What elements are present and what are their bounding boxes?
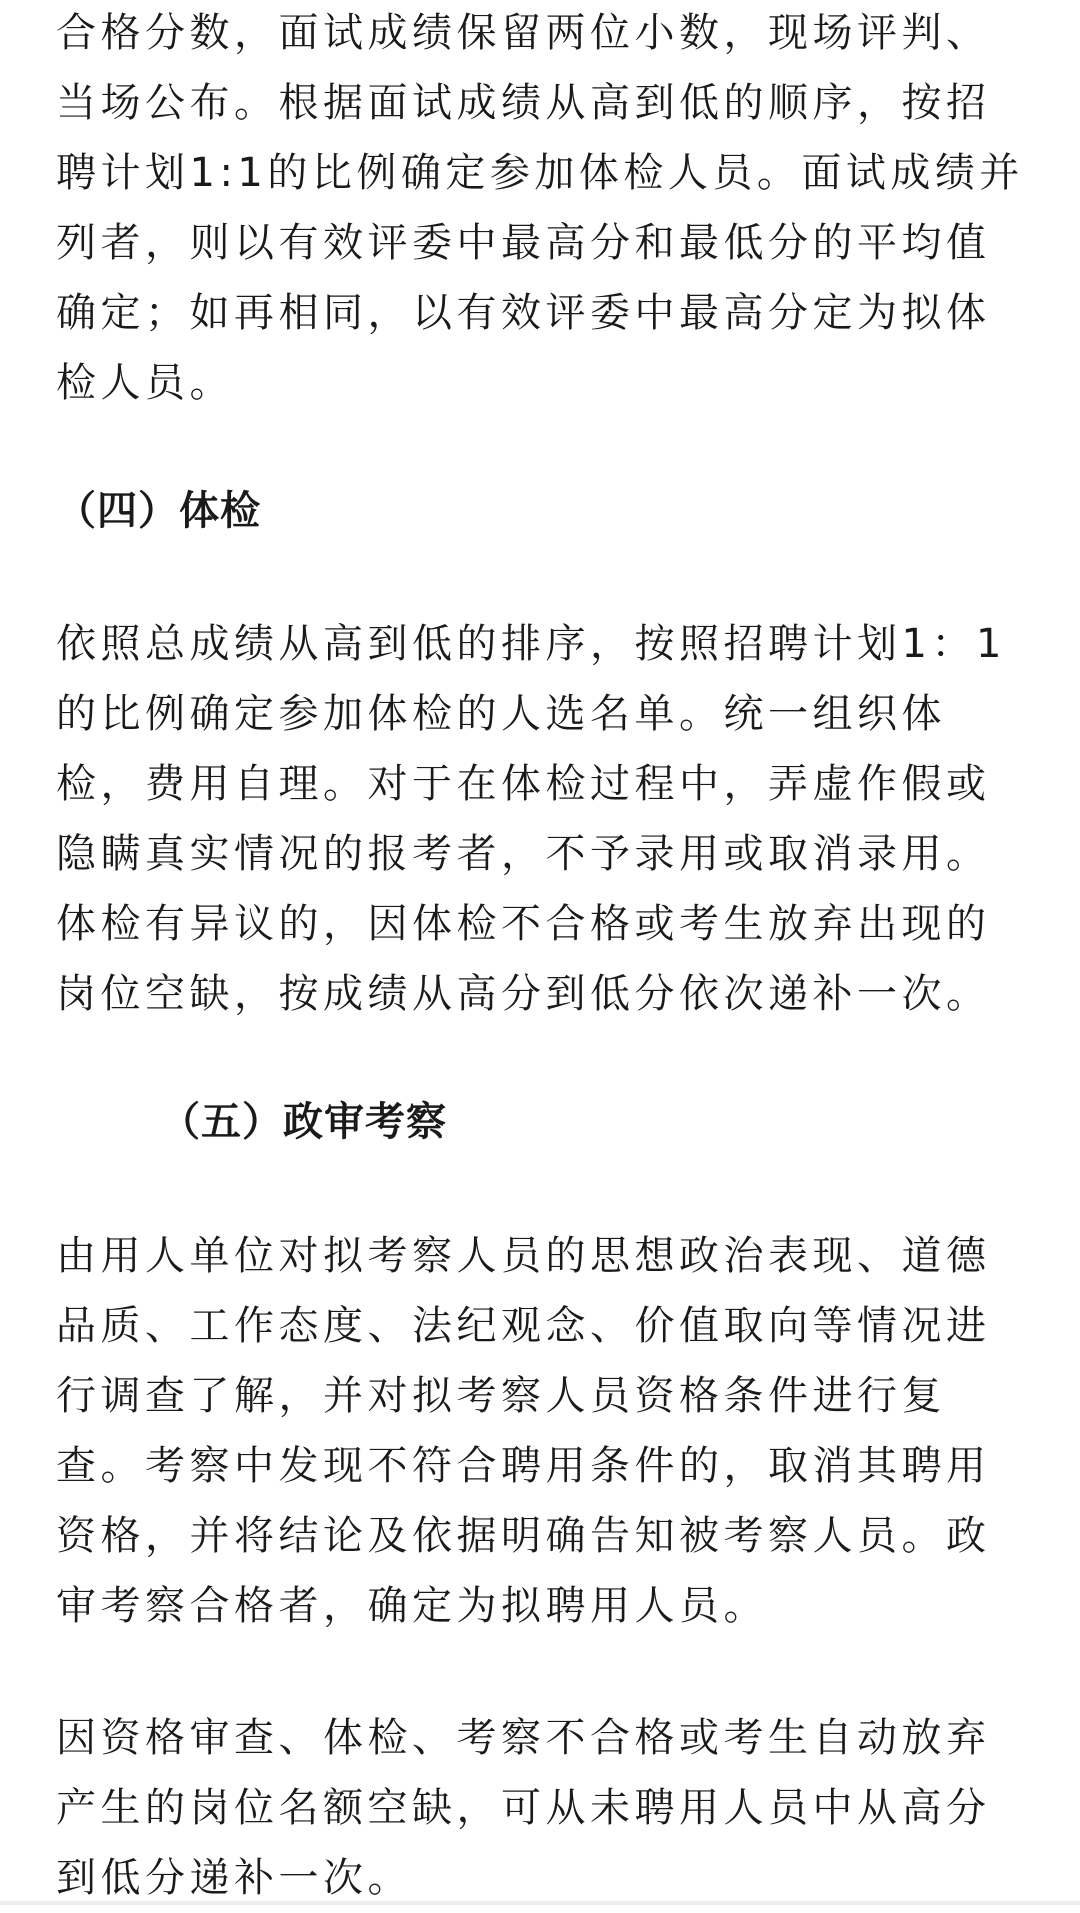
paragraph-physical-exam: [56, 609, 1024, 1029]
text-line: 由用人单位对拟考察人员的思想政治表现、道德: [56, 1233, 991, 1279]
text-line: 岗位空缺，按成绩从高分到低分依次递补一次。: [56, 971, 991, 1017]
text-line: 到低分递补一次。: [56, 1855, 412, 1901]
section-heading-physical-exam: （四）体检: [56, 488, 261, 534]
text-line: 品质、工作态度、法纪观念、价值取向等情况进: [56, 1303, 991, 1349]
text-line: 检人员。: [56, 360, 234, 406]
text-line: 行调查了解，并对拟考察人员资格条件进行复: [56, 1373, 946, 1419]
paragraph-vacancy-fill: [56, 1703, 1024, 1913]
text-line: 审考察合格者，确定为拟聘用人员。: [56, 1583, 768, 1629]
text-line: 的比例确定参加体检的人选名单。统一组织体: [56, 691, 946, 737]
text-line: 聘计划1:1的比例确定参加体检人员。面试成绩并: [56, 150, 1024, 196]
text-line: 依照总成绩从高到低的排序，按照招聘计划1：1: [56, 621, 1006, 667]
text-line: 当场公布。根据面试成绩从高到低的顺序，按招: [56, 80, 991, 126]
bottom-divider: [0, 1901, 1080, 1905]
text-line: 确定；如再相同，以有效评委中最高分定为拟体: [56, 290, 991, 336]
text-line: 检，费用自理。对于在体检过程中，弄虚作假或: [56, 761, 991, 807]
text-line: 产生的岗位名额空缺，可从未聘用人员中从高分: [56, 1785, 991, 1831]
paragraph-political-review: [56, 1221, 1024, 1641]
text-line: 体检有异议的，因体检不合格或考生放弃出现的: [56, 901, 991, 947]
section-heading-political-review: （五）政审考察: [160, 1099, 447, 1145]
text-line: 列者，则以有效评委中最高分和最低分的平均值: [56, 220, 991, 266]
paragraph-interview-result: [56, 0, 1024, 418]
text-line: 查。考察中发现不符合聘用条件的，取消其聘用: [56, 1443, 991, 1489]
text-line: 因资格审查、体检、考察不合格或考生自动放弃: [56, 1715, 991, 1761]
text-line: 隐瞒真实情况的报考者，不予录用或取消录用。: [56, 831, 991, 877]
text-line: 合格分数，面试成绩保留两位小数，现场评判、: [56, 10, 991, 56]
text-line: 资格，并将结论及依据明确告知被考察人员。政: [56, 1513, 991, 1559]
